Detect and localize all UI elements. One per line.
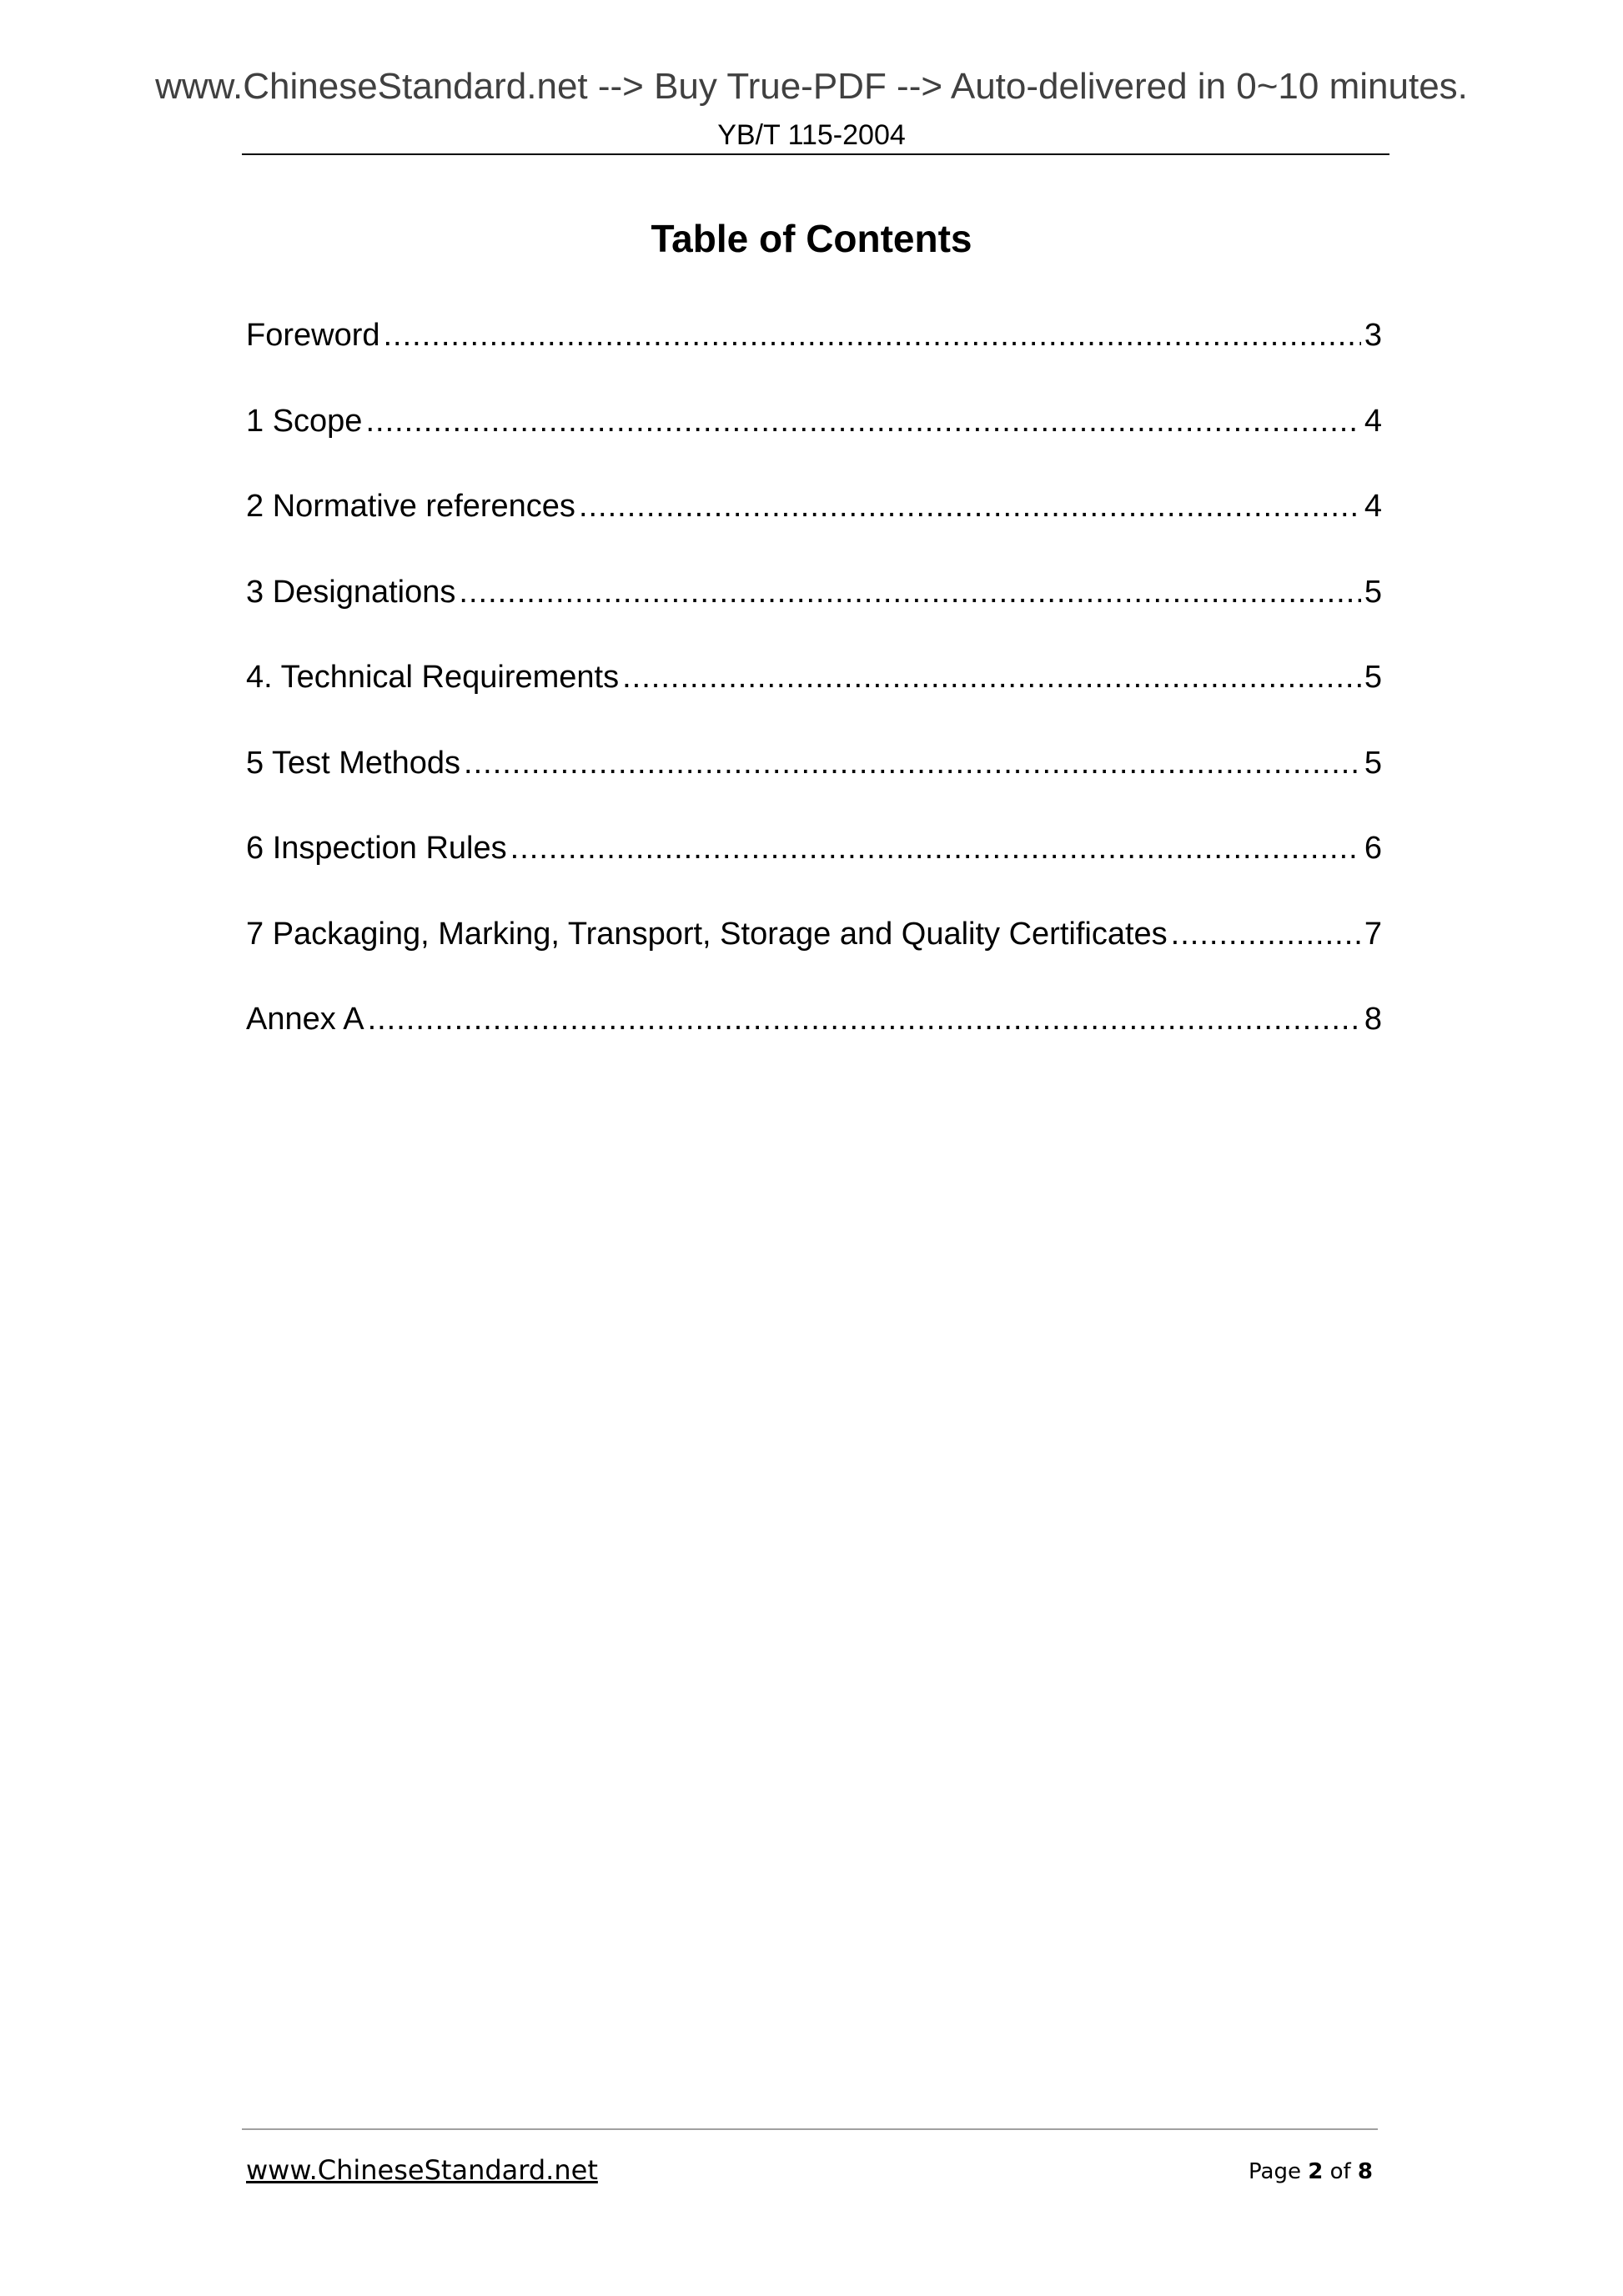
toc-dot-leader xyxy=(365,394,1360,448)
toc-entry-technical-requirements[interactable] xyxy=(246,651,1382,736)
footer-site-link[interactable]: www.ChineseStandard.net xyxy=(246,2154,598,2186)
toc-entry-test-methods[interactable] xyxy=(246,736,1382,822)
toc-entry-page: 4 xyxy=(1364,489,1382,524)
toc-entry-label: 3 Designations xyxy=(246,574,456,610)
toc-entry-annex-a[interactable] xyxy=(246,992,1382,1078)
header-banner: www.ChineseStandard.net --> Buy True-PDF --> Auto-delivered in 0~10 minutes. xyxy=(155,66,1468,107)
total-pages: 8 xyxy=(1357,2159,1373,2184)
toc-entry-inspection-rules[interactable] xyxy=(246,821,1382,907)
toc-entry-designations[interactable] xyxy=(246,565,1382,651)
toc-entry-normative-references[interactable] xyxy=(246,480,1382,565)
toc-entry-foreword[interactable] xyxy=(246,309,1382,394)
toc-entry-label: 1 Scope xyxy=(246,403,363,439)
toc-entry-scope[interactable] xyxy=(246,394,1382,480)
toc-entry-label: 4. Technical Requirements xyxy=(246,660,620,695)
toc-entry-page: 5 xyxy=(1364,660,1382,695)
toc-dot-leader xyxy=(459,565,1360,619)
toc-entry-label: 2 Normative references xyxy=(246,489,575,524)
toc-entry-page: 5 xyxy=(1364,574,1382,610)
toc-entry-label: Foreword xyxy=(246,318,380,353)
toc-dot-leader xyxy=(622,651,1361,704)
page-indicator xyxy=(1249,2157,1373,2187)
table-of-contents xyxy=(246,309,1382,1078)
toc-dot-leader xyxy=(579,480,1361,533)
toc-entry-page: 4 xyxy=(1364,403,1382,439)
current-page: 2 xyxy=(1308,2159,1324,2184)
page-word: Page xyxy=(1249,2159,1301,2184)
toc-entry-page: 6 xyxy=(1364,831,1382,866)
footer-divider xyxy=(242,2128,1378,2130)
toc-dot-leader xyxy=(384,309,1361,362)
toc-entry-page: 3 xyxy=(1364,318,1382,353)
toc-entry-label: Annex A xyxy=(246,1002,364,1037)
header-divider xyxy=(242,153,1389,155)
toc-dot-leader xyxy=(1171,907,1361,961)
toc-entry-label: 7 Packaging, Marking, Transport, Storage and Quality Certificates xyxy=(246,916,1168,952)
toc-entry-label: 5 Test Methods xyxy=(246,745,461,781)
toc-entry-page: 7 xyxy=(1364,916,1382,952)
of-word: of xyxy=(1329,2159,1351,2184)
toc-entry-packaging[interactable] xyxy=(246,907,1382,993)
toc-dot-leader xyxy=(464,736,1361,790)
toc-dot-leader xyxy=(510,821,1361,875)
toc-dot-leader xyxy=(368,992,1361,1046)
standard-code: YB/T 115-2004 xyxy=(717,119,906,151)
toc-entry-label: 6 Inspection Rules xyxy=(246,831,507,866)
toc-entry-page: 8 xyxy=(1364,1002,1382,1037)
toc-title: Table of Contents xyxy=(651,217,972,260)
toc-entry-page: 5 xyxy=(1364,745,1382,781)
